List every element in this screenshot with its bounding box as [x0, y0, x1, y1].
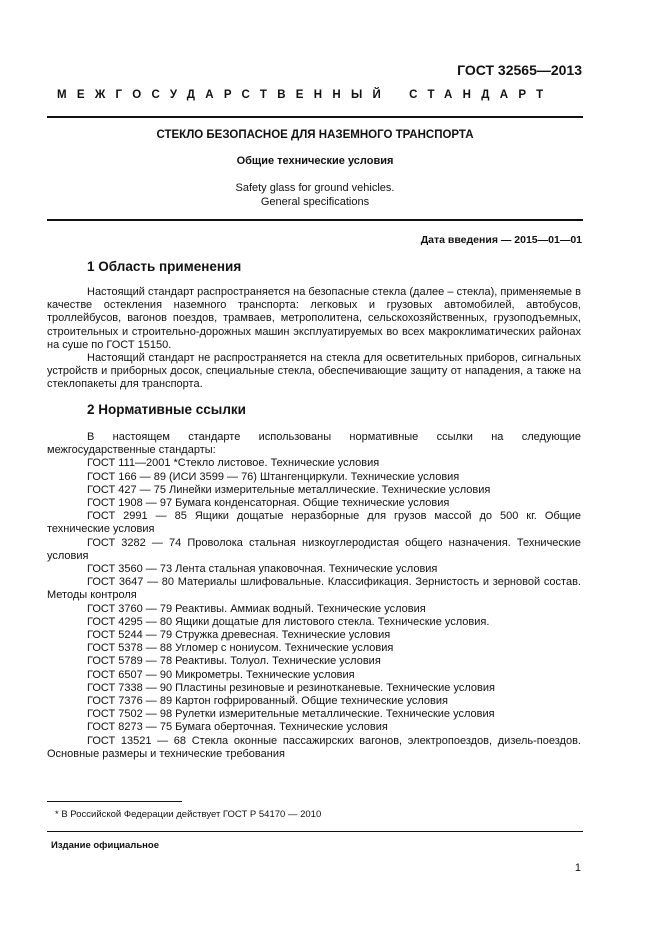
section-1-heading: 1 Область применения	[87, 259, 242, 274]
paragraph: Настоящий стандарт распространяется на безопасные стекла (далее – стекла), применяемые в качестве остекления наземного транспорта: легковых и грузовых автомобилей, автобусов, троллейбусов, вагонов поездов, трамваев, метрополитена, сельскохозяйственных, грузоподъемных, строительных и строительно-дорожных машин эксплуатируемых во всех макроклиматических районах на суше по ГОСТ 15150.	[47, 286, 581, 351]
standard-code: ГОСТ 32565—2013	[457, 62, 582, 78]
english-title-line1: Safety glass for ground vehicles.	[235, 182, 395, 194]
reference-item: ГОСТ 7376 — 89 Картон гофрированный. Общие технические условия	[87, 695, 448, 708]
english-title	[47, 181, 583, 209]
document-subtitle: Общие технические условия	[236, 155, 394, 167]
reference-item: ГОСТ 3282 — 74 Проволока стальная низкоуглеродистая общего назначения. Технические условия	[47, 536, 581, 562]
reference-item: ГОСТ 6507 — 90 Микрометры. Технические условия	[87, 668, 355, 681]
interstate-standard-banner	[57, 89, 562, 101]
reference-item: ГОСТ 7338 — 90 Пластины резиновые и резинотканевые. Технические условия	[87, 681, 495, 694]
reference-item: ГОСТ 3560 — 73 Лента стальная упаковочная. Технические условия	[87, 563, 438, 576]
interstate-word: МЕЖГОСУДАРСТВЕННЫЙ	[57, 89, 392, 101]
reference-item: ГОСТ 5378 — 88 Угломер с нониусом. Технические условия	[87, 642, 394, 655]
english-title-line2: General specifications	[260, 196, 370, 208]
paragraph: Настоящий стандарт не распространяется на стекла для осветительных приборов, сигнальных устройств и приборных досок, специальные стекла, обеспечивающие защиту от нападения, а также на стеклопакеты для транспорта.	[47, 352, 581, 391]
reference-item: ГОСТ 13521 — 68 Стекла оконные пассажирских вагонов, электропоездов, дизель-поездов. Основные размеры и технические требования	[47, 734, 581, 760]
introduction-date: Дата введения — 2015—01—01	[420, 234, 582, 246]
reference-item: ГОСТ 8273 — 75 Бумага оберточная. Технические условия	[87, 721, 388, 734]
top-rule	[47, 116, 583, 118]
title-rule	[47, 219, 583, 221]
page-number: 1	[574, 862, 581, 874]
standard-word: СТАНДАРТ	[409, 89, 554, 101]
paragraph: В настоящем стандарте использованы нормативные ссылки на следующие межгосударственные стандарты:	[47, 431, 581, 457]
reference-item: ГОСТ 4295 — 80 Ящики дощатые для листового стекла. Технические условия.	[87, 615, 490, 628]
section-1-body	[47, 286, 581, 392]
reference-item: ГОСТ 5244 — 79 Стружка древесная. Технические условия	[87, 629, 391, 642]
document-title: СТЕКЛО БЕЗОПАСНОЕ ДЛЯ НАЗЕМНОГО ТРАНСПОРТА	[156, 129, 474, 141]
reference-item: ГОСТ 5789 — 78 Реактивы. Толуол. Технические условия	[87, 655, 381, 668]
footnote-rule	[47, 801, 182, 802]
reference-item: ГОСТ 1908 — 97 Бумага конденсаторная. Общие технические условия	[87, 497, 450, 510]
reference-item: ГОСТ 427 — 75 Линейки измерительные металлические. Технические условия	[87, 483, 491, 496]
section-2-body	[47, 431, 581, 761]
reference-item: ГОСТ 3647 — 80 Материалы шлифовальные. Классификация. Зернистость и зерновой состав. Методы контроля	[47, 576, 581, 602]
reference-item: ГОСТ 7502 — 98 Рулетки измерительные металлические. Технические условия	[87, 708, 495, 721]
footnote: * В Российской Федерации действует ГОСТ Р 54170 — 2010	[55, 809, 322, 820]
footer-rule	[47, 831, 583, 832]
reference-item: ГОСТ 3760 — 79 Реактивы. Аммиак водный. Технические условия	[87, 602, 426, 615]
reference-item: ГОСТ 166 — 89 (ИСИ 3599 — 76) Штангенциркули. Технические условия	[87, 470, 460, 483]
official-edition-label: Издание официальное	[51, 840, 159, 851]
reference-item: ГОСТ 111—2001 *Стекло листовое. Технические условия	[87, 457, 380, 470]
section-2-heading: 2 Нормативные ссылки	[87, 402, 246, 417]
reference-item: ГОСТ 2991 — 85 Ящики дощатые неразборные для грузов массой до 500 кг. Общие технические условия	[47, 510, 581, 536]
